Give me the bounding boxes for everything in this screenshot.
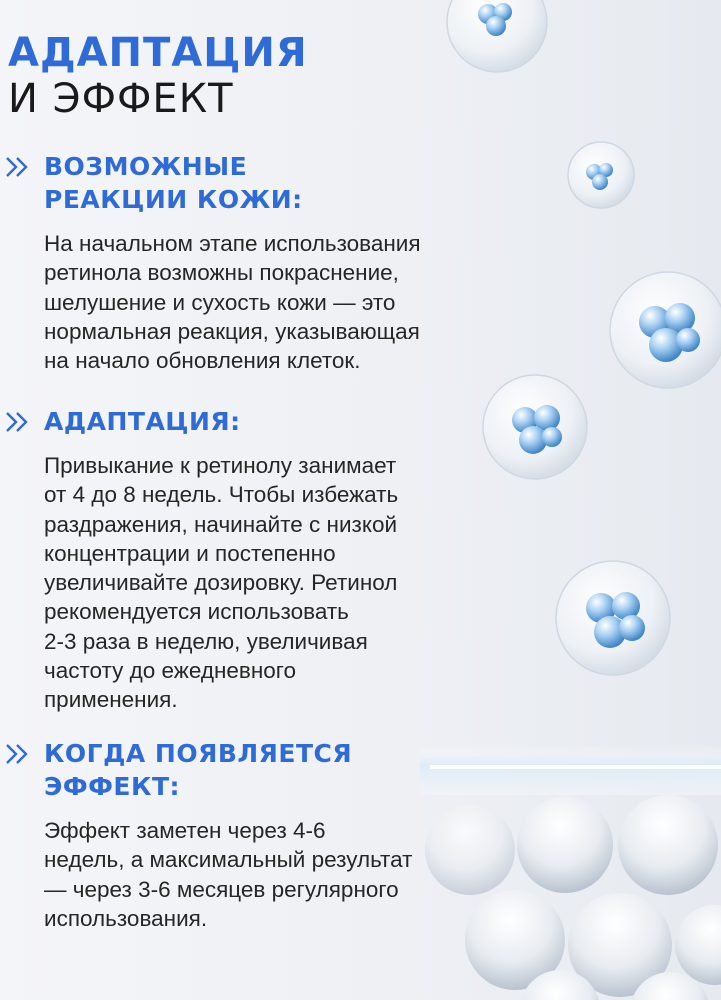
cell-bubble-icon — [556, 561, 670, 675]
section-heading: КОГДА ПОЯВЛЯЕТСЯ ЭФФЕКТ: — [44, 739, 353, 801]
page-title — [8, 30, 308, 122]
cell-bubble-icon — [610, 272, 721, 388]
title-line-1: АДАПТАЦИЯ — [8, 30, 308, 76]
section-body: Эффект заметен через 4-6 недель, а максимальный результат — через 3-6 месяцев регулярного использования. — [44, 818, 413, 931]
sphere-cluster — [425, 795, 721, 1000]
section-heading: АДАПТАЦИЯ: — [44, 407, 241, 436]
double-chevron-right-icon — [4, 407, 34, 437]
double-chevron-right-icon — [4, 739, 34, 769]
title-line-2: И ЭФФЕКТ — [8, 76, 234, 122]
section-skin-reactions — [0, 150, 421, 375]
section-body: На начальном этапе использования ретинола возможны покраснение, шелушение и сухость кожи — это нормальная реакция, указывающая на начало обновления клеток. — [44, 231, 421, 374]
cell-bubble-icon — [568, 142, 634, 208]
section-effect — [0, 737, 412, 933]
double-chevron-right-icon — [4, 152, 34, 182]
cell-bubble-icon — [447, 0, 547, 72]
section-body: Привыкание к ретинолу занимает от 4 до 8 недель. Чтобы избежать раздражения, начинайте с низкой концентрации и постепенно увеличивайте дозировку. Ретинол рекомендуется использовать 2-3 раза в неделю, увеличивая частоту до ежедневного применения. — [44, 453, 399, 713]
cell-bubble-icon — [483, 375, 587, 479]
section-adaptation — [0, 405, 398, 715]
section-heading: ВОЗМОЖНЫЕ РЕАКЦИИ КОЖИ: — [44, 152, 303, 214]
